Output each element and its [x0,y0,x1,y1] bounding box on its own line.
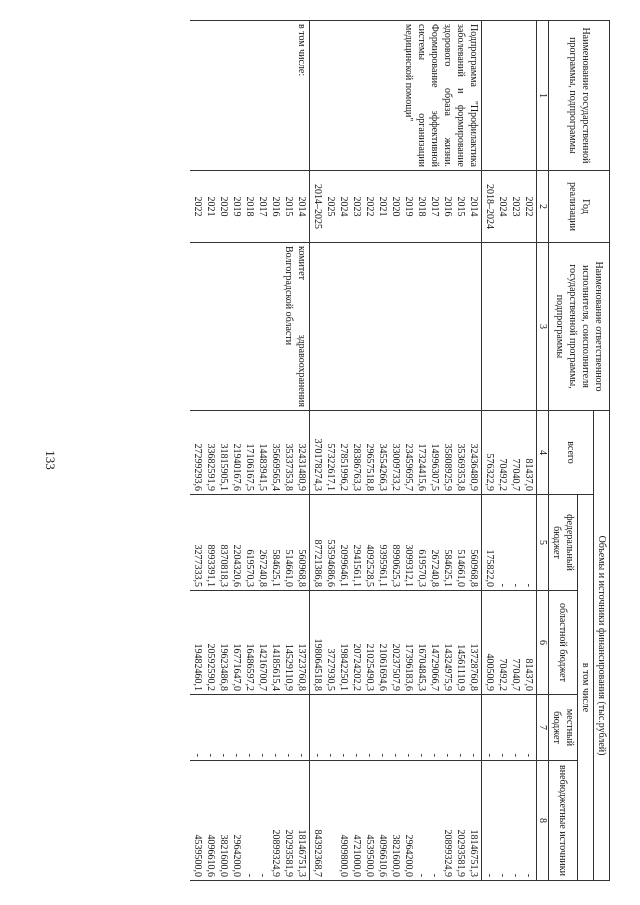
cell-value: - [283,753,294,757]
cell-value: 4092528,5 [364,544,375,587]
cell-value: 3099312,1 [403,544,414,587]
cell-value: - [377,753,388,757]
cell-value: 35808925,9 [442,443,453,491]
cell-value: - [523,753,534,757]
header-extra: внебюджетные источники [549,761,578,881]
cell-value: 2019 [403,196,414,217]
cell-value: 3727930,5 [325,648,336,691]
cell-value: 21061694,6 [377,643,388,691]
cell-value: 4096610,6 [377,834,388,878]
cell-value: 2014–2025 [312,184,323,229]
header-program-name: Наименование государственной программы, подпрограммы [549,21,610,171]
cell-value: 57322617,1 [325,443,336,491]
cell-value: - [351,753,362,757]
table-row [310,21,482,881]
block1-years [482,171,537,243]
cell-value: - [296,753,307,757]
cell-value: 4539500,0 [364,834,375,878]
cell-value: - [523,873,534,878]
cell-value: 2020 [390,196,401,217]
header-regional: областной бюджет [549,591,578,695]
cell-value: - [497,583,508,587]
cell-value: 20899324,9 [270,829,281,878]
cell-value: - [244,873,255,878]
cell-value: 81437,0 [523,658,534,691]
cell-value: 2022 [192,196,203,217]
block2-local [310,695,482,761]
cell-value: - [257,753,268,757]
cell-value: 2016 [442,196,453,217]
block3-extra [190,761,310,881]
header-federal: федеральный бюджет [549,495,578,591]
cell-value: 21940167,6 [231,443,242,491]
cell-value: 17106167,5 [244,443,255,491]
index-cell: 6 [537,591,549,695]
cell-value: 2021 [377,196,388,217]
table-row [190,21,310,881]
cell-value: 27851996,2 [338,443,349,491]
cell-value: 17396183,6 [403,643,414,691]
cell-value: - [338,753,349,757]
cell-value: 35369353,8 [455,443,466,491]
cell-value: 19623486,8 [218,643,229,691]
cell-value: - [244,753,255,757]
cell-value: - [442,753,453,757]
cell-value: 70492,2 [497,658,508,691]
header-year: Год реализации [549,171,610,243]
block3-years [190,171,310,243]
page-number: 133 [43,450,58,470]
index-cell: 3 [537,243,549,411]
cell-value: 32436480,9 [468,443,479,491]
block3-federal [190,495,310,591]
cell-value: 2020 [218,196,229,217]
cell-value: 28386763,3 [351,443,362,491]
block1-total [482,411,537,495]
cell-value: 9395961,1 [377,544,388,587]
cell-value: 29657518,8 [364,443,375,491]
cell-value: - [205,753,216,757]
cell-value: 2023 [351,196,362,217]
cell-value: 87721386,8 [312,539,323,587]
block2-executor-cell [310,243,482,411]
cell-value: - [429,753,440,757]
cell-value: 2014 [296,196,307,217]
cell-value: - [416,753,427,757]
cell-value: - [497,753,508,757]
cell-value: 14324975,9 [442,643,453,691]
cell-value: - [429,873,440,878]
cell-value: 2021 [205,196,216,217]
cell-value: 14483941,5 [257,443,268,491]
cell-value: 175822,0 [484,549,495,587]
cell-value: 14185615,4 [270,643,281,691]
block3-total [190,411,310,495]
cell-value: 27299293,6 [192,443,203,491]
block1-federal [482,495,537,591]
cell-value: 8993391,1 [205,544,216,587]
cell-value: 2941561,1 [351,544,362,587]
rotated-page [80,20,610,880]
cell-value: - [192,753,203,757]
cell-value: 584625,1 [270,549,281,587]
cell-value: 35669565,4 [270,443,281,491]
cell-value: 16704845,3 [416,643,427,691]
cell-value: 4721000,0 [351,834,362,878]
block2-extra [310,761,482,881]
cell-value: 2099646,1 [338,544,349,587]
header-total: всего [549,411,594,495]
cell-value: 2964200,0 [403,834,414,878]
cell-value: 2024 [338,196,349,217]
cell-value: 20724202,2 [351,643,362,691]
cell-value: 17324415,6 [416,443,427,491]
block2-regional [310,591,482,695]
cell-value: 23459695,7 [403,443,414,491]
cell-value: 3277333,5 [192,544,203,587]
index-cell: 7 [537,695,549,761]
cell-value: 77040,7 [510,658,521,691]
cell-value: 2022 [523,196,534,217]
cell-value: 16771647,0 [231,643,242,691]
cell-value: - [325,753,336,757]
cell-value: 2022 [364,196,375,217]
cell-value: - [257,873,268,878]
cell-value: - [484,753,495,757]
cell-value: 2015 [455,196,466,217]
cell-value: 2964200,0 [231,834,242,878]
cell-value: - [364,753,375,757]
cell-value: - [510,583,521,587]
cell-value: 2018–2024 [484,184,495,229]
cell-value: 514661,0 [283,549,294,587]
financing-table [190,20,610,881]
cell-value: - [484,873,495,878]
cell-value: 3821600,0 [218,834,229,878]
index-cell: 2 [537,171,549,243]
cell-value: 400500,9 [484,653,495,691]
cell-value: 31815905,1 [218,443,229,491]
cell-value: 20592590,2 [205,643,216,691]
cell-value: 14561110,9 [455,644,466,691]
block1-local [482,695,537,761]
cell-value: 8370818,3 [218,544,229,587]
block2-years [310,171,482,243]
cell-value: 560968,8 [296,549,307,587]
cell-value: 13728760,8 [468,643,479,691]
cell-value: 2018 [244,196,255,217]
cell-value: 514661,0 [455,549,466,587]
cell-value: 32431480,9 [296,443,307,491]
cell-value: - [416,873,427,878]
header-including: в том числе [578,495,594,881]
including-label: в том числе: [190,21,310,171]
index-cell: 5 [537,495,549,591]
cell-value: 18146751,3 [468,829,479,878]
cell-value: 2015 [283,196,294,217]
cell-value: 19842250,1 [338,643,349,691]
cell-value: 198064518,8 [312,638,323,691]
cell-value: 2014 [468,196,479,217]
cell-value: 20293581,9 [455,829,466,878]
cell-value: - [455,753,466,757]
cell-value: 33009733,2 [390,443,401,491]
cell-value: - [403,753,414,757]
cell-value: 2017 [429,196,440,217]
block3-regional [190,591,310,695]
cell-value: 267240,8 [257,549,268,587]
cell-value: 20293581,9 [283,829,294,878]
cell-value: 13723760,8 [296,643,307,691]
cell-value: 4909800,0 [338,834,349,878]
index-cell: 8 [537,761,549,881]
block1-executor-cell [482,243,537,411]
cell-value: 35337353,8 [283,443,294,491]
cell-value: 2018 [416,196,427,217]
cell-value: 77040,7 [510,458,521,491]
cell-value: 33682591,9 [205,443,216,491]
header-local: местный бюджет [549,695,578,761]
executor-name: комитет здравоохранения Волгоградской области [190,243,310,411]
cell-value: 19482460,1 [192,643,203,691]
cell-value [324,764,337,877]
cell-value: 2025 [325,196,336,217]
cell-value: - [390,753,401,757]
header-executor: Наименование ответственного исполнителя, соисполнителя государственной программы, подпрограммы [549,243,610,411]
cell-value: 2019 [231,196,242,217]
cell-value: 2017 [257,196,268,217]
cell-value: - [497,873,508,878]
cell-value: - [218,753,229,757]
block1-name-cell [482,21,537,171]
cell-value: 3821600,0 [390,834,401,878]
cell-value: 34554266,3 [377,443,388,491]
cell-value: - [231,753,242,757]
cell-value: - [523,583,534,587]
cell-value: 53594686,6 [325,539,336,587]
block3-local [190,695,310,761]
cell-value: 2023 [510,196,521,217]
cell-value: 14529110,9 [283,643,294,691]
index-cell: 1 [537,21,549,171]
cell-value: 20899324,9 [442,829,453,878]
block1-extra [482,761,537,881]
cell-value: 576322,9 [484,453,495,491]
cell-value: - [312,753,323,757]
cell-value: - [468,753,479,757]
block2-total [310,411,482,495]
cell-value: 2016 [270,196,281,217]
cell-value: 370178274,3 [312,438,323,491]
cell-value: 4096610,6 [205,834,216,878]
cell-value: 14216700,7 [257,643,268,691]
table-row [482,21,537,881]
cell-value: 81437,0 [523,458,534,491]
cell-value: 21025490,3 [364,643,375,691]
cell-value: 584625,1 [442,549,453,587]
block2-federal [310,495,482,591]
cell-value: 84392368,7 [312,829,323,878]
cell-value: 14996307,5 [429,443,440,491]
cell-value: 20237507,9 [390,643,401,691]
cell-value: 70492,2 [497,458,508,491]
cell-value: 2204320,6 [231,544,242,587]
index-cell: 4 [537,411,549,495]
cell-value: 2024 [497,196,508,217]
cell-value: 4539500,0 [192,834,203,878]
cell-value: 16486597,2 [244,643,255,691]
cell-value: - [510,873,521,878]
cell-value: 267240,8 [429,549,440,587]
cell-value: 619570,3 [244,549,255,587]
cell-value: 14729066,7 [429,643,440,691]
cell-value: - [510,753,521,757]
cell-value: - [270,753,281,757]
cell-value: 18146751,3 [296,829,307,878]
cell-value: 8990625,3 [390,544,401,587]
cell-value: 619570,3 [416,549,427,587]
cell-value: 560968,8 [468,549,479,587]
block1-regional [482,591,537,695]
subprogram-name: Подпрограмма "Профилактика заболеваний и формирование здорового образа жизни. Формирование эффективной системы организации медицинской помощи" [310,21,482,171]
header-funding-group: Объемы и источники финансирования (тыс.рублей) [594,411,610,881]
